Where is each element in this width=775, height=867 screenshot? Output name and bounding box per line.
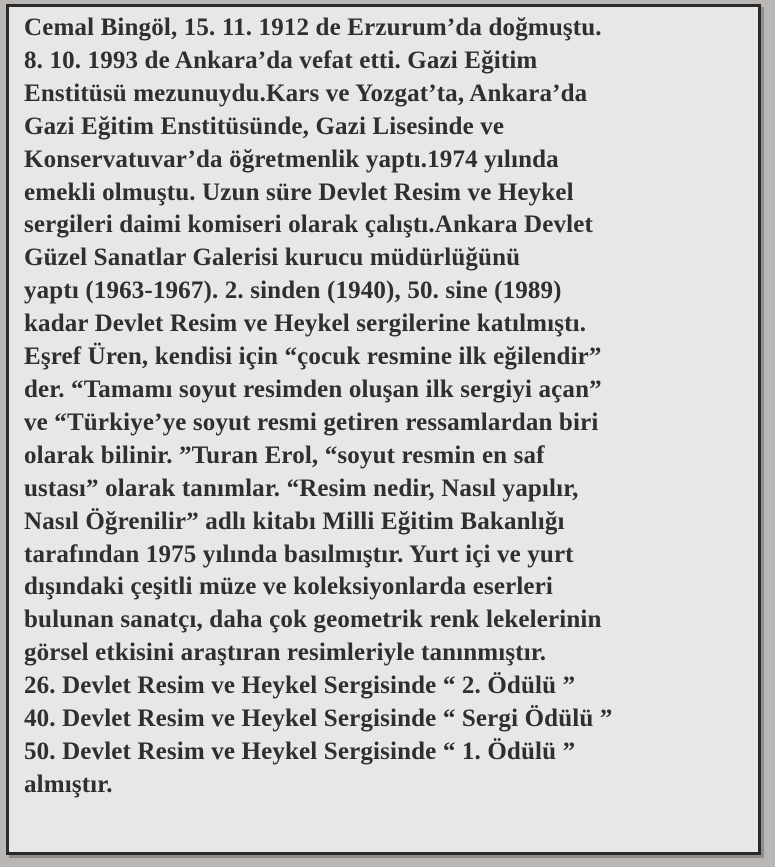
- text-line: Güzel Sanatlar Galerisi kurucu müdürlüğünü: [24, 244, 521, 272]
- biography-text: [24, 12, 612, 802]
- text-line: görsel etkisini araştıran resimleriyle tanınmıştır.: [24, 639, 547, 667]
- text-line: Konservatuvar’da öğretmenlik yaptı.1974 yılında: [24, 145, 559, 173]
- text-line: 26. Devlet Resim ve Heykel Sergisinde “ 2. Ödülü ”: [24, 672, 576, 700]
- text-line: sergileri daimi komiseri olarak çalıştı.Ankara Devlet: [24, 211, 593, 239]
- text-line: yaptı (1963-1967). 2. sinden (1940), 50. sine (1989): [24, 277, 562, 305]
- text-line: dışındaki çeşitli müze ve koleksiyonlarda eserleri: [24, 573, 554, 601]
- text-line: 8. 10. 1993 de Ankara’da vefat etti. Gazi Eğitim: [24, 46, 538, 74]
- text-line: 40. Devlet Resim ve Heykel Sergisinde “ Sergi Ödülü ”: [24, 705, 613, 733]
- text-line: bulunan sanatçı, daha çok geometrik renk lekelerinin: [24, 606, 602, 634]
- text-line: 50. Devlet Resim ve Heykel Sergisinde “ 1. Ödülü ”: [24, 737, 576, 765]
- text-line: kadar Devlet Resim ve Heykel sergilerine katılmıştı.: [24, 310, 587, 338]
- text-line: Enstitüsü mezunuydu.Kars ve Yozgat’ta, Ankara’da: [24, 79, 588, 107]
- text-line: emekli olmuştu. Uzun süre Devlet Resim ve Heykel: [24, 178, 574, 206]
- text-line: tarafından 1975 yılında basılmıştır. Yurt içi ve yurt: [24, 540, 574, 568]
- text-line: almıştır.: [24, 770, 113, 798]
- biography-panel: [6, 4, 761, 855]
- text-line: ustası” olarak tanımlar. “Resim nedir, Nasıl yapılır,: [24, 474, 579, 502]
- text-line: Cemal Bingöl, 15. 11. 1912 de Erzurum’da doğmuştu.: [24, 14, 602, 41]
- text-line: olarak bilinir. ”Turan Erol, “soyut resmin en saf: [24, 441, 545, 469]
- text-line: Nasıl Öğrenilir” adlı kitabı Milli Eğitim Bakanlığı: [24, 507, 565, 535]
- text-line: ve “Türkiye’ye soyut resmi getiren ressamlardan biri: [24, 408, 599, 436]
- text-line: der. “Tamamı soyut resimden oluşan ilk sergiyi açan”: [24, 375, 602, 403]
- text-line: Gazi Eğitim Enstitüsünde, Gazi Lisesinde ve: [24, 112, 505, 140]
- text-line: Eşref Üren, kendisi için “çocuk resmine ilk eğilendir”: [24, 343, 602, 371]
